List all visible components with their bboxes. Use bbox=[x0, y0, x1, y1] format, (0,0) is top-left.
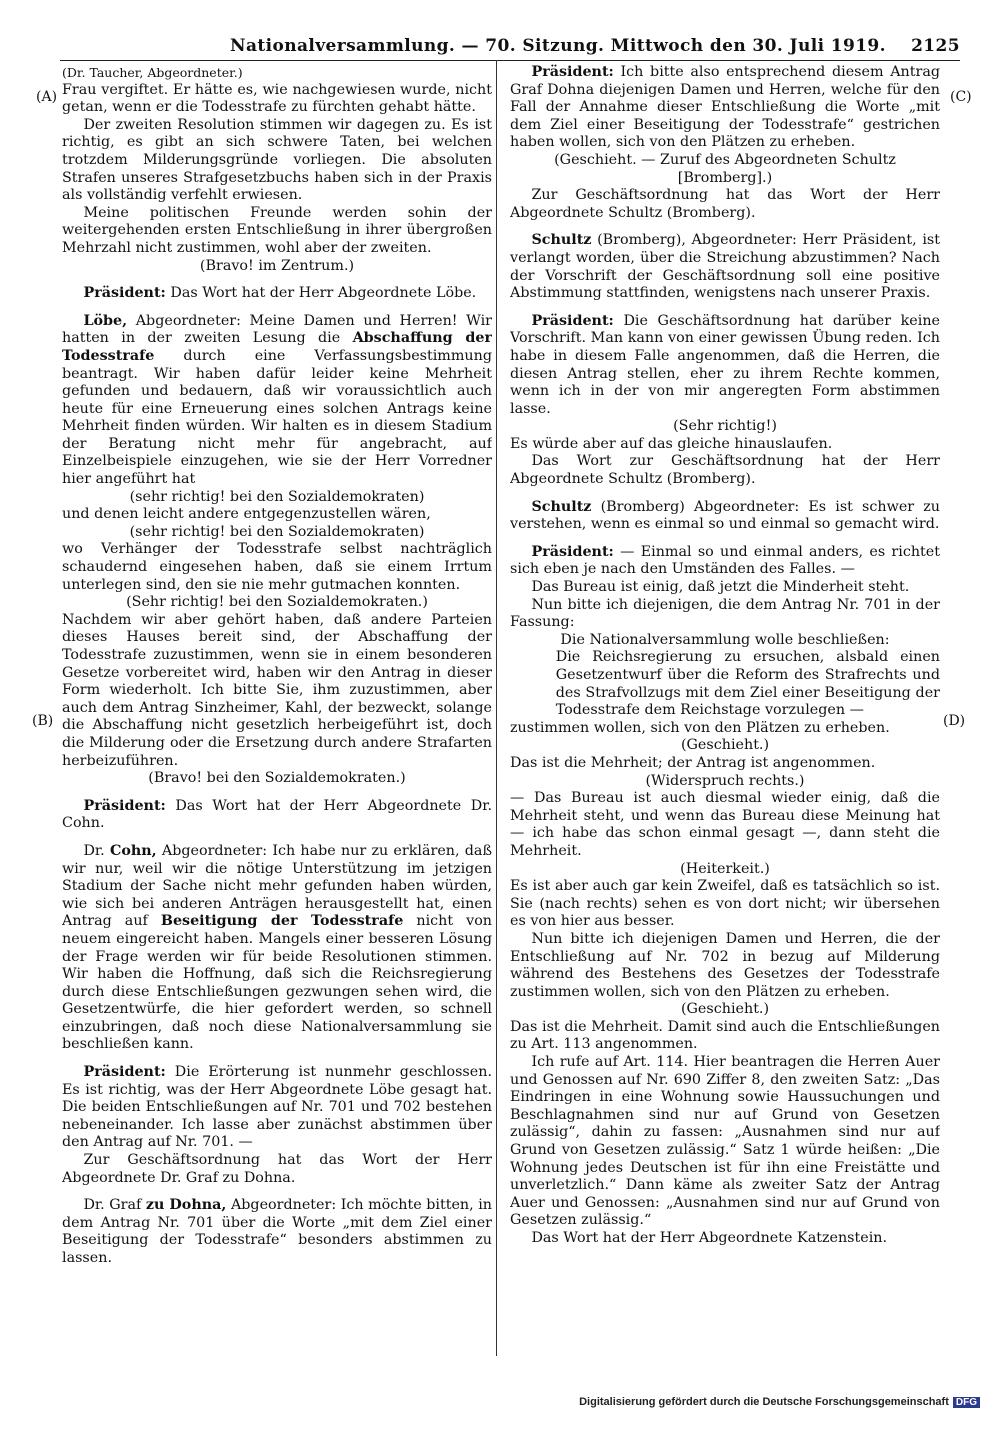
speech-text: Abgeordneter: Ich möchte bitten, in dem Antrag Nr. 701 über die Worte „mit dem Ziel einer Beseitigung der Todesstrafe“ besonders abstimmen zu lassen. bbox=[62, 1197, 492, 1266]
speaker-name: Cohn, bbox=[109, 842, 157, 859]
speech-text: Abgeordneter: Meine Damen und Herren! Wir hatten in der zweiten Lesung die bbox=[62, 312, 492, 347]
speaker-name: Präsident: bbox=[531, 64, 614, 80]
speech-text: Das Wort hat der Herr Abgeordnete Löbe. bbox=[170, 285, 477, 302]
margin-marker-d: (D) bbox=[943, 713, 966, 729]
column-divider bbox=[496, 60, 497, 1356]
margin-marker-a: (A) bbox=[36, 89, 58, 105]
dfg-logo: DFG bbox=[953, 1397, 980, 1408]
speaker-name: Präsident: bbox=[531, 543, 614, 560]
speech-text: Ich bitte also entsprechend diesem Antrag Graf Dohna diejenigen Damen und Herren, welche für den Fall der Annahme dieser Entschließung die Worte „mit dem Ziel einer Beseitigung der Todesstrafe“ gestrichen haben wollen, sich von den Plätzen zu erheben. bbox=[510, 64, 940, 151]
speech-text: durch eine Verfassungsbestimmung beantragt. Wir haben dafür leider keine Mehrheit gefunden und bedauern, daß wir voraussichtlich auch heute für eine Erneuerung eines solchen Antrags keine Mehrheit finden würden. Wir halten es in diesem Stadium der Beratung nicht mehr für angebracht, auf Einzelbeispiele einzugehen, wie sie der Herr Vorredner hier angeführt hat bbox=[62, 347, 492, 488]
paragraph: Zur Geschäftsordnung hat das Wort der Herr Abgeordnete Dr. Graf zu Dohna. bbox=[62, 1152, 492, 1186]
speech bbox=[510, 499, 940, 534]
speech-text: (Bromberg) Abgeordneter: Es ist schwer zu verstehen, wenn es einmal so und einmal so gemacht wird. bbox=[510, 498, 940, 533]
paragraph: Das Bureau ist einig, daß jetzt die Minderheit steht. bbox=[531, 579, 910, 596]
speech bbox=[510, 232, 940, 302]
speech-text: Das Wort hat der Herr Abgeordnete Dr. Cohn. bbox=[62, 797, 492, 832]
speech bbox=[510, 313, 940, 419]
right-column bbox=[510, 64, 940, 1356]
left-column bbox=[62, 64, 492, 1356]
paragraph: Nun bitte ich diejenigen Damen und Herren, die der Entschließung auf Nr. 702 in bezug auf Milderung während des Bestehens des Gesetzes der Todesstrafe zustimmen wollen, sich von den Plätzen zu erheben. bbox=[510, 930, 940, 1000]
paragraph: wo Verhänger der Todesstrafe selbst nachträglich schaudernd eingesehen haben, daß sie einem Irrtum unterlegen sind, den sie nie mehr gutmachen konnten. bbox=[62, 541, 492, 593]
interjection: (Bravo! bei den Sozialdemokraten.) bbox=[148, 770, 406, 787]
paragraph: Es würde aber auf das gleiche hinauslaufen. bbox=[510, 435, 833, 452]
page-number: 2125 bbox=[911, 36, 960, 56]
margin-marker-b: (B) bbox=[32, 713, 54, 729]
motion-text: Die Reichsregierung zu ersuchen, alsbald einen Gesetzentwurf über die Reform des Strafrechts und des Strafvollzugs mit dem Ziel einer Beseitigung der Todesstrafe dem Reichstage vorzulegen — bbox=[555, 649, 940, 719]
interjection: (Geschieht.) bbox=[680, 1001, 770, 1018]
page-header bbox=[60, 34, 960, 61]
speaker-name: Präsident: bbox=[83, 797, 166, 814]
speaker-name: zu Dohna, bbox=[145, 1197, 227, 1214]
speech-text: — Einmal so und einmal anders, es richtet sich eben je nach den Umständen des Falles. — bbox=[510, 543, 940, 578]
emphasis: Beseitigung der Todesstrafe bbox=[160, 913, 404, 930]
speech bbox=[62, 1197, 492, 1267]
paragraph: Meine politischen Freunde werden sohin der weitergehenden ersten Entschließung in ihrer übergroßen Mehrzahl nicht zustimmen, wohl aber der zweiten. bbox=[62, 204, 492, 256]
speech-text: nicht von neuem eingereicht haben. Mangels einer besseren Lösung der Frage werden wir für beide Resolutionen stimmen. Wir haben die Hoffnung, daß sich die Reichsregierung durch diese Entschließungen gezwungen sehen wird, die Gesetzentwürfe, die hier gefordert werden, so schnell einzubringen, daß noch diese Nationalversammlung sie beschließen kann. bbox=[62, 913, 492, 1053]
speech bbox=[62, 843, 492, 1054]
speaker-title: Dr. Graf bbox=[83, 1197, 142, 1214]
motion-intro: Die Nationalversammlung wolle beschließen: bbox=[560, 631, 890, 648]
speaker-name: Schultz bbox=[531, 232, 592, 249]
paragraph: Das Wort zur Geschäftsordnung hat der Herr Abgeordnete Schultz (Bromberg). bbox=[510, 453, 940, 488]
speech bbox=[62, 798, 492, 833]
speech bbox=[510, 544, 940, 579]
margin-marker-c: (C) bbox=[950, 89, 972, 105]
credit-text: Digitalisierung gefördert durch die Deutsche Forschungsgemeinschaft bbox=[579, 1396, 949, 1408]
speaker-name: Schultz bbox=[531, 498, 592, 515]
paragraph: zustimmen wollen, sich von den Plätzen zu erheben. bbox=[510, 719, 890, 736]
interjection: (Heiterkeit.) bbox=[680, 860, 770, 877]
interjection: (Geschieht.) bbox=[680, 737, 770, 754]
speaker-name: Präsident: bbox=[83, 1064, 166, 1081]
digitization-credit bbox=[579, 1396, 980, 1408]
interjection: (Geschieht. — Zuruf des Abgeordneten Schultz [Bromberg].) bbox=[554, 151, 896, 186]
header-title: Nationalversammlung. — 70. Sitzung. Mittwoch den 30. Juli 1919. bbox=[230, 36, 886, 56]
paragraph: Das ist die Mehrheit; der Antrag ist angenommen. bbox=[510, 754, 876, 771]
speech bbox=[510, 64, 940, 152]
speech-text: Die Erörterung ist nunmehr geschlossen. Es ist richtig, was der Herr Abgeordnete Löbe gesagt hat. Die beiden Entschließungen auf Nr. 701 und 702 bestehen nebeneinander. Ich lasse aber zunächst abstimmen über den Antrag auf Nr. 701. — bbox=[62, 1064, 492, 1151]
speech bbox=[62, 285, 492, 303]
continuation-speaker: (Dr. Taucher, Abgeordneter.) bbox=[62, 65, 243, 80]
interjection: (sehr richtig! bei den Sozialdemokraten) bbox=[129, 523, 425, 540]
paragraph: Ich rufe auf Art. 114. Hier beantragen die Herren Auer und Genossen auf Nr. 690 Ziffer 8, den zweiten Satz: „Das Eindringen in eine Wohnung sowie Haussuchungen und Beschlagnahmen sind nur auf Grund von Gesetzen zulässig“, dahin zu fassen: „Ausnahmen sind nur auf Grund von Gesetzen zulässig.“ Satz 1 würde heißen: „Die Wohnung jedes Deutschen ist für ihn eine Freistätte und unverletzlich.“ Dann käme als zweiter Satz der Antrag Auer und Genossen: „Ausnahmen sind nur auf Grund von Gesetzen zulässig.“ bbox=[510, 1054, 940, 1229]
interjection: (Widerspruch rechts.) bbox=[645, 772, 805, 789]
speech-text: Abgeordneter: Ich habe nur zu erklären, daß wir nur, weil wir die nötige Unterstützung im jetzigen Stadium der Sache nicht mehr gefunden haben würden, wie sich bei anderen Anträgen herausgestellt hat, einen Antrag auf bbox=[62, 842, 492, 930]
speaker-title: Dr. bbox=[83, 842, 105, 859]
paragraph: Das ist die Mehrheit. Damit sind auch die Entschließungen zu Art. 113 angenommen. bbox=[510, 1018, 940, 1053]
speech bbox=[62, 313, 492, 489]
speech-text: Die Geschäftsordnung hat darüber keine Vorschrift. Man kann von einer gewissen Übung reden. Ich habe in diesem Falle angenommen, daß die Herren, die diesen Antrag stellen, eher zu ihrem Rechte kommen, wenn ich in der von mir angeregten Form abstimmen lasse. bbox=[510, 312, 940, 417]
paragraph: Zur Geschäftsordnung hat das Wort der Herr Abgeordnete Schultz (Bromberg). bbox=[510, 187, 940, 221]
paragraph: Frau vergiftet. Er hätte es, wie nachgewiesen wurde, nicht getan, wenn er die Todesstrafe zu fürchten gehabt hätte. bbox=[62, 81, 492, 116]
emphasis: Abschaffung der Todesstrafe bbox=[62, 330, 492, 364]
speaker-name: Präsident: bbox=[531, 312, 614, 329]
paragraph: Das Wort hat der Herr Abgeordnete Katzenstein. bbox=[531, 1230, 888, 1246]
interjection: (Bravo! im Zentrum.) bbox=[199, 257, 355, 274]
interjection: (Sehr richtig!) bbox=[673, 418, 777, 435]
interjection: (sehr richtig! bei den Sozialdemokraten) bbox=[129, 488, 425, 505]
paragraph: Es ist aber auch gar kein Zweifel, daß es tatsächlich so ist. Sie (nach rechts) sehen es von dort nicht; wir übersehen es von hier aus besser. bbox=[510, 878, 940, 930]
speech bbox=[62, 1064, 492, 1152]
paragraph: und denen leicht andere entgegenzustellen wären, bbox=[62, 506, 431, 523]
paragraph: Nun bitte ich diejenigen, die dem Antrag Nr. 701 in der Fassung: bbox=[510, 596, 940, 631]
interjection: (Sehr richtig! bei den Sozialdemokraten.) bbox=[126, 594, 428, 611]
paragraph: Nachdem wir aber gehört haben, daß andere Parteien dieses Hauses bereit sind, der Abschaffung der Todesstrafe zuzustimmen, wenn sie in einem besonderen Gesetze vorbereitet wird, haben wir den Antrag in dieser Form wiederholt. Ich bitte Sie, ihm zuzustimmen, aber auch dem Antrag Sinzheimer, Kahl, der bezweckt, solange die Abschaffung nicht gesetzlich herbeigeführt ist, doch die Milderung oder die Ersetzung durch andere Strafarten herbeizuführen. bbox=[62, 611, 492, 769]
paragraph: Der zweiten Resolution stimmen wir dagegen zu. Es ist richtig, es gibt an sich schwere Taten, bei welchen trotzdem Milderungsgründe vorliegen. Die absoluten Strafen unseres Strafgesetzbuchs haben sich in der Praxis als vollständig verfehlt erwiesen. bbox=[62, 116, 492, 204]
paragraph: — Das Bureau ist auch diesmal wieder einig, daß die Mehrheit steht, und wenn das Bureau diese Meinung hat — ich habe das schon einmal gesagt —, dann steht die Mehrheit. bbox=[510, 790, 940, 859]
speaker-name: Löbe, bbox=[83, 312, 128, 329]
speaker-name: Präsident: bbox=[83, 285, 166, 302]
speech-text: (Bromberg), Abgeordneter: Herr Präsident, ist verlangt worden, über die Streichung abzustimmen? Nach der Vorschrift der Geschäftsordnung soll eine positive Abstimmung stattfinden, wenigstens nach unserer Praxis. bbox=[510, 232, 940, 302]
